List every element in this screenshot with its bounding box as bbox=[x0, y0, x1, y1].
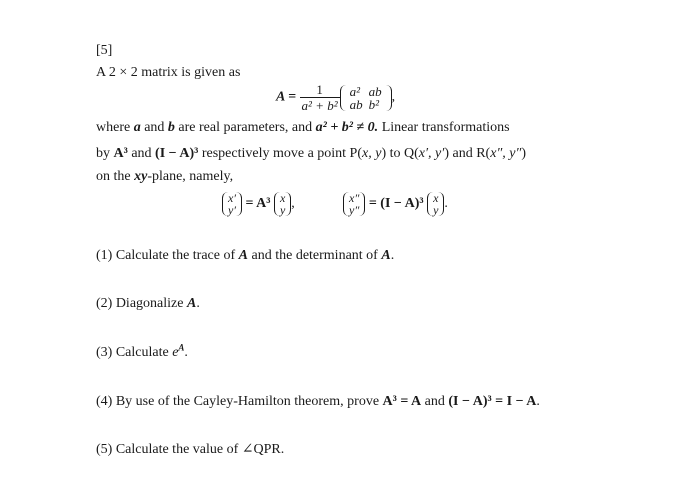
question-1 bbox=[96, 247, 394, 265]
eq-operator: = A³ bbox=[245, 196, 271, 212]
question-text: (4) By use of the Cayley-Hamilton theorem, prove bbox=[96, 394, 383, 409]
text-span: ) to Q( bbox=[381, 146, 419, 161]
intro-size: 2 × 2 bbox=[108, 65, 138, 80]
question-text: and bbox=[421, 394, 449, 409]
text-span: by bbox=[96, 146, 114, 161]
eq-operator: = (I − A)³ bbox=[368, 196, 424, 212]
eq-tail: . bbox=[444, 196, 448, 212]
question-text: . bbox=[184, 345, 188, 360]
math-a: A bbox=[186, 296, 197, 311]
vector-entry: x bbox=[433, 191, 439, 205]
fraction bbox=[300, 82, 340, 113]
fraction-numerator: 1 bbox=[316, 82, 323, 97]
math-i-minus-a-cubed: (I − A)³ bbox=[155, 146, 199, 161]
vector-r bbox=[343, 192, 365, 216]
vector-p bbox=[427, 192, 444, 216]
vector-entry: y bbox=[279, 203, 286, 217]
eq-tail: , bbox=[291, 196, 295, 212]
question-text: . bbox=[196, 296, 200, 311]
text-span: ) bbox=[521, 146, 526, 161]
text-span: Linear transformations bbox=[378, 120, 510, 135]
question-2 bbox=[96, 295, 200, 313]
question-text: and the determinant of bbox=[248, 248, 382, 263]
math-xy-prime: x′, y′ bbox=[418, 146, 445, 161]
vector-p bbox=[274, 192, 291, 216]
math-a-cubed-identity: A³ = A bbox=[382, 394, 422, 409]
transform-equation-2 bbox=[343, 192, 448, 216]
math-e: e bbox=[172, 345, 179, 360]
vector-entry: x″ bbox=[349, 191, 360, 205]
text-span: -plane, namely, bbox=[147, 169, 234, 184]
math-i-minus-a-identity: (I − A)³ = I − A bbox=[448, 394, 537, 409]
question-text: (1) Calculate the trace of bbox=[96, 248, 239, 263]
text-line-3 bbox=[96, 168, 233, 186]
text-span: are real parameters, and bbox=[174, 120, 316, 135]
question-text: . bbox=[536, 394, 540, 409]
math-xy-plane: xy bbox=[134, 169, 148, 184]
matrix-equation bbox=[276, 82, 395, 113]
math-a-cubed: A³ bbox=[113, 146, 128, 161]
intro-suffix: matrix is given as bbox=[137, 65, 241, 80]
vector-entry: y′ bbox=[228, 203, 236, 217]
vector-entry: x bbox=[279, 191, 286, 205]
question-4 bbox=[96, 393, 540, 411]
matrix-cell: b² bbox=[368, 96, 380, 112]
text-span: ) and R( bbox=[444, 146, 491, 161]
math-exponent-a: A bbox=[178, 342, 185, 353]
question-5 bbox=[96, 441, 284, 459]
matrix-a bbox=[340, 85, 392, 111]
math-b: b bbox=[167, 120, 175, 135]
text-span: and bbox=[127, 146, 156, 161]
transform-equation-1 bbox=[222, 192, 295, 216]
vector-entry: y″ bbox=[349, 203, 360, 217]
question-text: (2) Diagonalize bbox=[96, 296, 187, 311]
text-line-2 bbox=[96, 145, 526, 163]
text-span: on the bbox=[96, 169, 135, 184]
math-a: A bbox=[381, 248, 391, 263]
eq-lhs: A = bbox=[276, 89, 297, 105]
text-span: respectively move a point P( bbox=[198, 146, 363, 161]
math-xy-double-prime: x″, y″ bbox=[490, 146, 522, 161]
question-text: (5) Calculate the value of ∠QPR. bbox=[96, 442, 285, 457]
text-span: and bbox=[140, 120, 168, 135]
math-a: A bbox=[238, 248, 248, 263]
vector-q bbox=[222, 192, 242, 216]
intro-prefix: A bbox=[96, 65, 109, 80]
question-text: . bbox=[390, 248, 395, 263]
vector-entry: y bbox=[433, 203, 439, 217]
matrix-cell: ab bbox=[349, 96, 363, 112]
text-line-1 bbox=[96, 119, 510, 137]
math-condition: a² + b² ≠ 0. bbox=[315, 120, 379, 135]
matrix-cell: ab bbox=[368, 83, 382, 99]
matrix-cell: a² bbox=[349, 83, 361, 99]
question-3 bbox=[96, 344, 188, 362]
intro-line bbox=[96, 64, 240, 82]
eq-tail: , bbox=[391, 89, 396, 105]
question-text: (3) Calculate bbox=[96, 345, 173, 360]
vector-entry: x′ bbox=[228, 191, 236, 205]
text-span: where bbox=[96, 120, 134, 135]
math-xy: x, y bbox=[362, 146, 382, 161]
fraction-denominator: a² + b² bbox=[301, 98, 338, 113]
problem-number: [5] bbox=[96, 43, 113, 58]
math-a: a bbox=[133, 120, 141, 135]
